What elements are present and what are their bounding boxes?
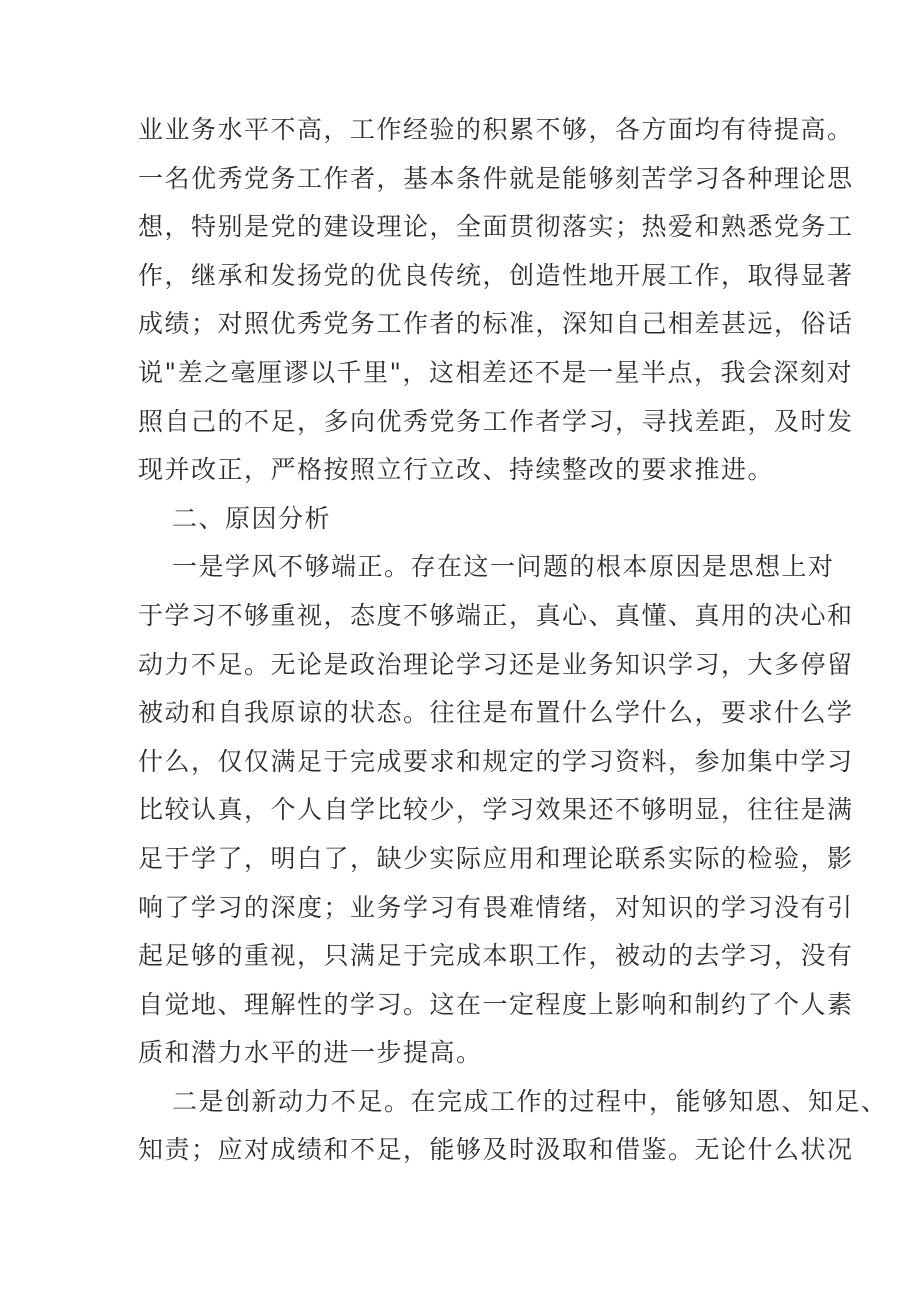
text-line: 照自己的不足，多向优秀党务工作者学习，寻找差距，及时发 [138,406,854,436]
text-line: 一名优秀党务工作者，基本条件就是能够刻苦学习各种理论思 [138,163,854,193]
text-line: 动力不足。无论是政治理论学习还是业务知识学习，大多停留 [138,649,854,679]
text-line: 二是创新动力不足。在完成工作的过程中，能够知恩、知足、 [172,1086,888,1116]
text-line: 知责；应对成绩和不足，能够及时汲取和借鉴。无论什么状况 [138,1135,854,1165]
document-body [138,106,888,1175]
text-line: 质和潜力水平的进一步提高。 [138,1038,483,1068]
text-line: 说"差之毫厘谬以千里"，这相差还不是一星半点，我会深刻对 [138,357,854,387]
text-line: 于学习不够重视，态度不够端正，真心、真懂、真用的决心和 [138,600,854,630]
text-line: 现并改正，严格按照立行立改、持续整改的要求推进。 [138,455,775,485]
text-line: 成绩；对照优秀党务工作者的标准，深知自己相差甚远，俗话 [138,309,854,339]
text-line: 被动和自我原谅的状态。往往是布置什么学什么，要求什么学 [138,698,854,728]
text-line: 起足够的重视，只满足于完成本职工作，被动的去学习，没有 [138,941,854,971]
text-line: 业业务水平不高，工作经验的积累不够，各方面均有待提高。 [138,115,854,144]
text-line: 比较认真，个人自学比较少，学习效果还不够明显，往往是满 [138,795,854,825]
text-line: 什么，仅仅满足于完成要求和规定的学习资料，参加集中学习 [138,746,854,776]
text-line: 响了学习的深度；业务学习有畏难情绪，对知识的学习没有引 [138,892,854,922]
text-line: 想，特别是党的建设理论，全面贯彻落实；热爱和熟悉党务工 [138,212,854,242]
text-line: 足于学了，明白了，缺少实际应用和理论联系实际的检验，影 [138,843,854,873]
text-line: 自觉地、理解性的学习。这在一定程度上影响和制约了个人素 [138,989,854,1019]
text-line: 一是学风不够端正。存在这一问题的根本原因是思想上对 [172,552,835,582]
text-line: 作，继承和发扬党的优良传统，创造性地开展工作，取得显著 [138,260,854,290]
text-line: 二、原因分析 [172,503,332,533]
